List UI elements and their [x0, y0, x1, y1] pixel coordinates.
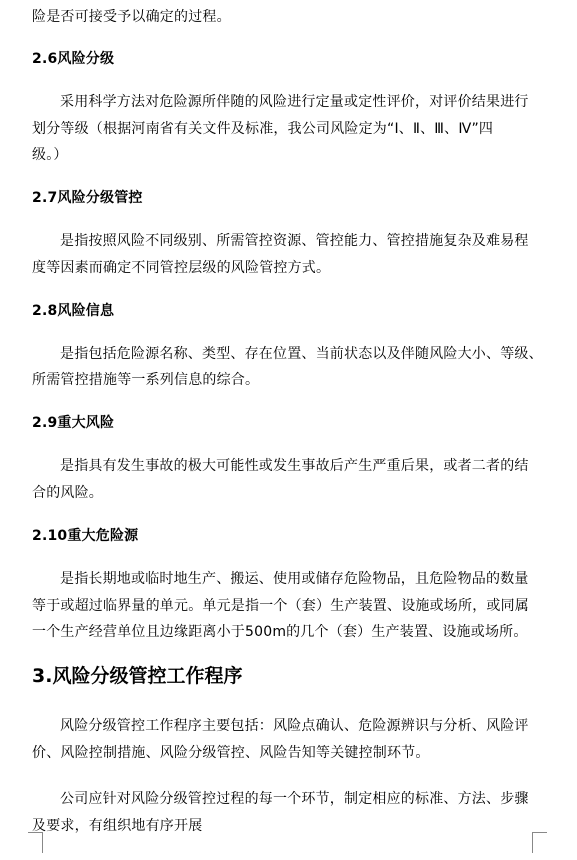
text-line: 险是否可接受予以确定的过程。 [32, 9, 231, 25]
text-line: 合的风险。 [32, 485, 103, 501]
text-line: 等于或超过临界量的单元。单元是指一个（套）生产装置、设施或场所，或同属 [32, 598, 529, 614]
text-line: 是指按照风险不同级别、所需管控资源、管控能力、管控措施复杂及难易程 [60, 233, 529, 249]
text-line: 度等因素而确定不同管控层级的风险管控方式。 [32, 260, 331, 276]
section-heading-2-9: 2.9重大风险 [32, 415, 115, 431]
text-line: 一个生产经营单位且边缘距离小于500m的几个（套）生产装置、设施或场所。 [32, 624, 528, 640]
page-corner-mark [532, 832, 547, 853]
text-line: 是指长期地或临时地生产、搬运、使用或储存危险物品，且危险物品的数量 [60, 571, 529, 587]
page-corner-mark [28, 832, 43, 853]
section-heading-2-10: 2.10重大危险源 [32, 528, 139, 544]
text-line: 划分等级（根据河南省有关文件及标准，我公司风险定为“Ⅰ、Ⅱ、Ⅲ、Ⅳ”四 [32, 121, 494, 137]
text-line: 风险分级管控工作程序主要包括：风险点确认、危险源辨识与分析、风险评 [60, 718, 529, 734]
text-line: 是指具有发生事故的极大可能性或发生事故后产生严重后果，或者二者的结 [60, 458, 529, 474]
text-line: 所需管控措施等一系列信息的综合。 [32, 372, 260, 388]
text-line: 是指包括危险源名称、类型、存在位置、当前状态以及伴随风险大小、等级、 [60, 346, 543, 362]
text-line: 级。） [32, 147, 68, 163]
text-line: 价、风险控制措施、风险分级管控、风险告知等关键控制环节。 [32, 745, 430, 761]
section-heading-2-7: 2.7风险分级管控 [32, 190, 143, 206]
section-heading-2-8: 2.8风险信息 [32, 303, 115, 319]
section-heading-2-6: 2.6风险分级 [32, 51, 115, 67]
chapter-heading-3: 3.风险分级管控工作程序 [32, 665, 243, 687]
text-line: 公司应针对风险分级管控过程的每一个环节，制定相应的标准、方法、步骤 [60, 791, 529, 807]
text-line: 及要求，有组织地有序开展 [32, 818, 203, 834]
text-line: 采用科学方法对危险源所伴随的风险进行定量或定性评价，对评价结果进行 [60, 94, 529, 110]
